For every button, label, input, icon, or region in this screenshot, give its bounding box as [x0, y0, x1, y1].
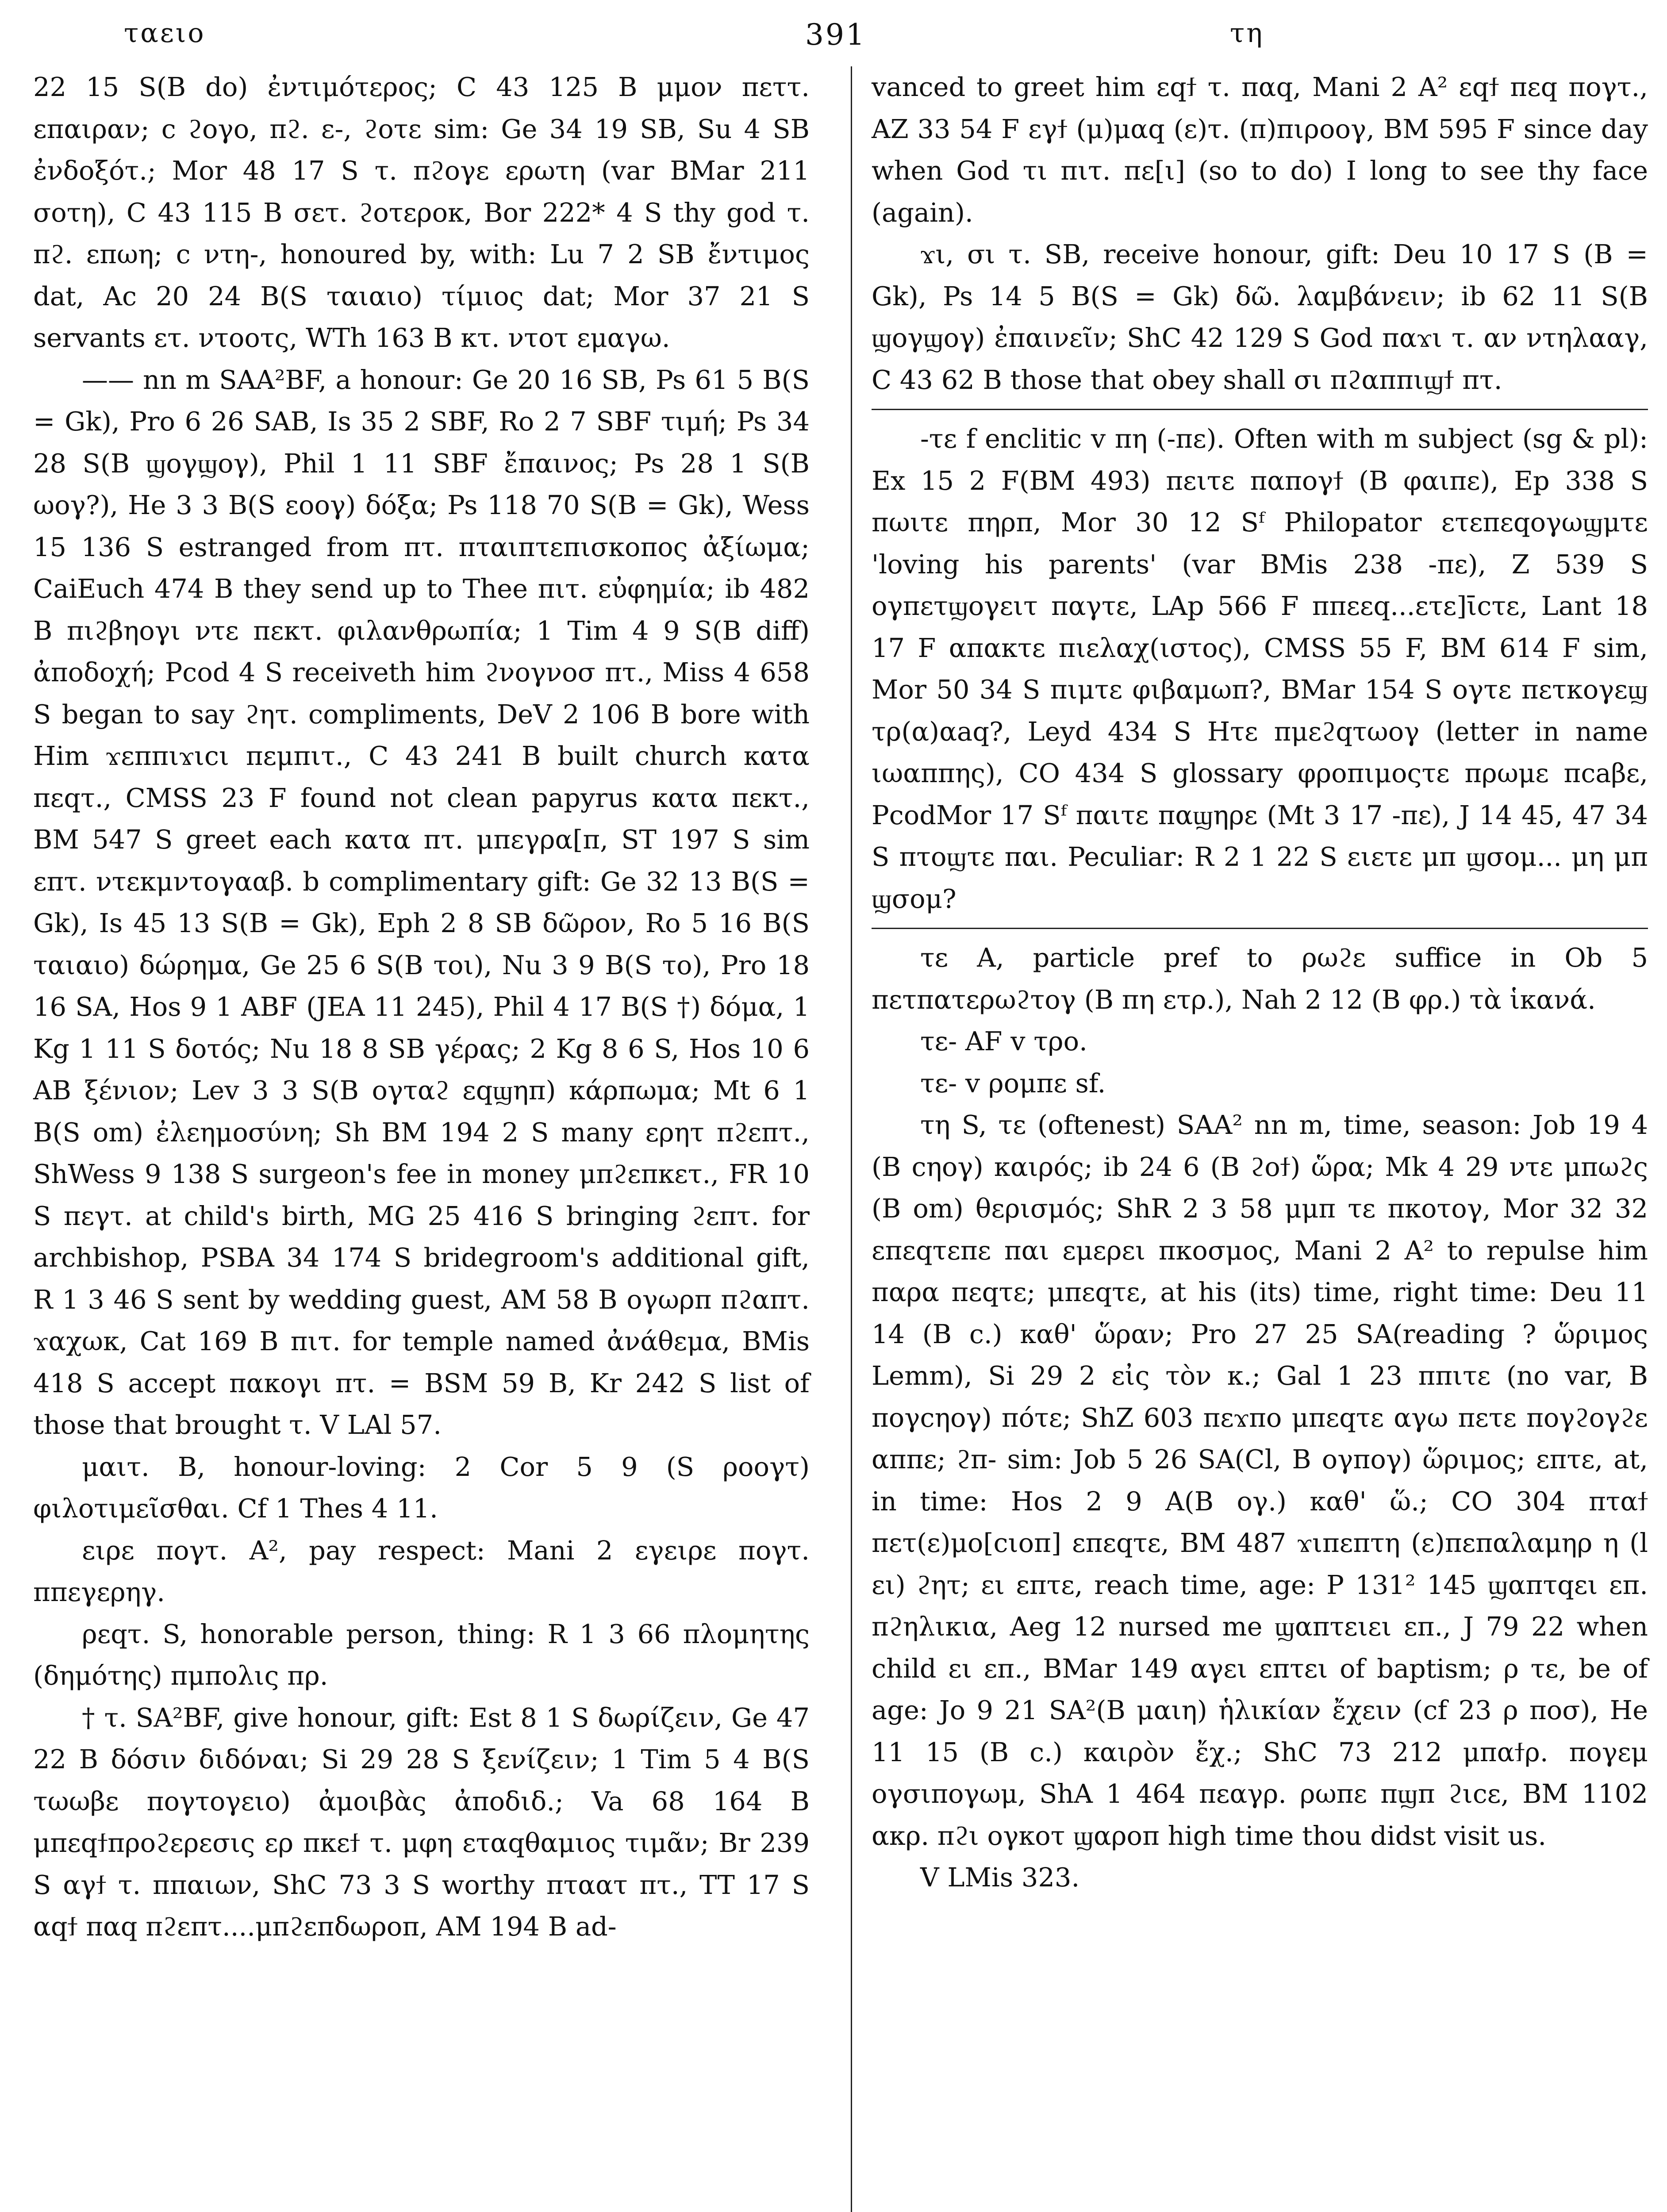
- right-column: [872, 66, 1648, 1899]
- entry-paragraph: τε- v ρομπε sf.: [920, 1068, 1106, 1098]
- running-head-right: τη: [1230, 18, 1264, 49]
- left-column: [33, 66, 810, 1948]
- section-rule: [872, 409, 1648, 410]
- entry-paragraph: ρεqτ. S, honorable person, thing: R 1 3 66 πλομητης (δημότης) πμπολις πρ.: [33, 1618, 810, 1691]
- entry-paragraph: 22 15 S(B do) ἐντιμότερος; C 43 125 B μμον πεττ. επαιραν; c ϩογο, πϩ. ε-, ϩοτε sim: Ge 34 19 SB, Su 4 SB ἐνδοξότ.; Mor 48 17 S τ. πϩογε ερωτη (var BMar 211 σοτη), C 43 115 B σετ. ϩοτεροκ, Bor 222* 4 S thy god τ. πϩ. επωη; c ντη-, honoured by, with: Lu 7 2 SB ἔντιμος dat, Ac 20 24 B(S ταιαιο) τίμιος dat; Mor 37 21 S servants ετ. ντοοτς, WTh 163 B κτ. ντοτ εμαγω.: [33, 72, 810, 353]
- entry-paragraph: —— nn m SAA²BF, a honour: Ge 20 16 SB, Ps 61 5 B(S = Gk), Pro 6 26 SAB, Is 35 2 SBF, Ro 2 7 SBF τιμή; Ps 34 28 S(B ϣογϣογ), Phil 1 11 SBF ἔπαινος; Ps 28 1 S(B ωογ?), He 3 3 B(S εοογ) δόξα; Ps 118 70 S(B = Gk), Wess 15 136 S estranged from πτ. πταιπτεπισκοπος ἀξίωμα; CaiEuch 474 B they send up to Thee πιτ. εὐφημία; ib 482 B πιϩβηογι ντε πεκτ. φιλανθρωπία; 1 Tim 4 9 S(B diff) ἀποδοχή; Pcod 4 S receiveth him ϩνογνοσ πτ., Miss 4 658 S began to say ϩητ. compliments, DeV 2 106 B bore with Him ϫεππιϫιϲι πεμπιτ., C 43 241 B built church κατα πεqτ., CMSS 23 F found not clean papyrus κατα πεκτ., BM 547 S greet each κατα πτ. μπεγρα[π, ST 197 S sim επτ. ντεκμντογααβ. b complimentary gift: Ge 32 13 B(S = Gk), Is 45 13 S(B = Gk), Eph 2 8 SB δῶρον, Ro 5 16 B(S ταιαιο) δώρημα, Ge 25 6 S(B τοι), Nu 3 9 B(S το), Pro 18 16 SA, Hos 9 1 ABF (JEA 11 245), Phil 4 17 B(S †) δόμα, 1 Kg 1 11 S δοτός; Nu 18 8 SB γέρας; 2 Kg 8 6 S, Hos 10 6 AB ξένιον; Lev 3 3 S(B ογταϩ εqϣηπ) κάρπωμα; Mt 6 1 B(S om) ἐλεημοσύνη; Sh BM 194 2 S many ερητ πϩεπτ., ShWess 9 138 S surgeon's fee in money μπϩεπκετ., FR 10 S πεγτ. at child's birth, MG 25 416 S bringing ϩεπτ. for archbishop, PSBA 34 174 S bridegroom's additional gift, R 1 3 46 S sent by wedding guest, AM 58 B ογωρπ πϩαπτ. ϫαχωκ, Cat 169 B πιτ. for temple named ἀνάθεμα, BMis 418 S accept πακογι πτ. = BSM 59 B, Kr 242 S list of those that brought τ. V LAl 57.: [33, 364, 810, 1440]
- entry-paragraph: -τε f enclitic v πη (-πε). Often with m subject (sg & pl): Ex 15 2 F(BM 493) πειτε παπογϯ (B φαιπε), Ep 338 S πωιτε πηρπ, Mor 30 12 Sᶠ Philopator ετεπεqογωϣμτε 'loving his parents' (var BMis 238 -πε), Z 539 S ογπετϣογειτ παγτε, LAp 566 F ππεεq...ετε]ῑcτε, Lant 18 17 F απακτε πιελαχ(ιστος), CMSS 55 F, BM 614 F sim, Mor 50 34 S πιμτε φιβαμωπ?, BMar 154 S ογτε πετκογεϣ τρ(α)αaq?, Leyd 434 S Ητε πμεϩqτωογ (letter in name ιωαππης), CO 434 S glossary φροπιμοςτε πρωμε πcaβε, PcodMor 17 Sᶠ παιτε παϣηρε (Mt 3 17 -πε), J 14 45, 47 34 S πτοϣτε παι. Peculiar: R 2 1 22 S ειετε μπ ϣσομ... μη μπ ϣσομ?: [872, 423, 1648, 914]
- entry-paragraph: τε- AF v τρο.: [920, 1026, 1087, 1056]
- entry-paragraph: ειρε πογτ. A², pay respect: Mani 2 εγειρε πογτ. ππεγερηγ.: [33, 1535, 810, 1607]
- section-rule: [872, 928, 1648, 929]
- column-divider: [851, 66, 852, 2212]
- entry-paragraph: τε A, particle pref to ρωϩε suffice in Ob 5 πετπατερωϩτογ (B πη ετρ.), Nah 2 12 (B φρ.) τὰ ἱκανά.: [872, 942, 1648, 1015]
- entry-paragraph: † τ. SA²BF, give honour, gift: Est 8 1 S δωρίζειν, Ge 47 22 B δόσιν διδόναι; Si 29 28 S ξενίζειν; 1 Tim 5 4 B(S τωωβε πογτογειο) ἀμοιβὰς ἀποδιδ.; Va 68 164 B μπεqϯπροϩερεσις ερ πκεϯ τ. μφη εταqθαμιος τιμᾶν; Br 239 S αγϯ τ. ππαιων, ShC 73 3 S worthy πταατ πτ., TT 17 S αqϯ παq πϩεπτ....μπϩεπδωροπ, AM 194 B ad-: [33, 1702, 810, 1942]
- entry-paragraph: ϫι, σι τ. SB, receive honour, gift: Deu 10 17 S (B = Gk), Ps 14 5 B(S = Gk) δῶ. λαμβάνειν; ib 62 11 S(B ϣογϣογ) ἐπαινεῖν; ShC 42 129 S God παϫι τ. αν ντηλααγ, C 43 62 B those that obey shall σι πϩαππιϣϯ πτ.: [872, 239, 1648, 395]
- entry-paragraph: V LMis 323.: [920, 1862, 1080, 1893]
- entry-paragraph: τη S, τε (oftenest) SAA² nn m, time, season: Job 19 4 (B cηογ) καιρός; ib 24 6 (B ϩοϯ) ὥρα; Mk 4 29 ντε μπωϩς (B om) θερισμός; ShR 2 3 58 μμπ τε πκοτογ, Mor 32 32 επεqτεπε παι εμερει πκοσμος, Mani 2 A² to repulse him παρα πεqτε; μπεqτε, at his (its) time, right time: Deu 11 14 (B c.) καθ' ὥραν; Pro 27 25 SA(reading ? ὥριμος Lemm), Si 29 2 εἰς τὸν κ.; Gal 1 23 ππιτε (no var, B πογcηογ) πότε; ShZ 603 πεϫπο μπεqτε αγω πετε πογϩογϩε αππε; ϩπ- sim: Job 5 26 SA(Cl, B ογπογ) ὥριμος; επτε, at, in time: Hos 2 9 A(B ογ.) καθ' ὥ.; CO 304 πταϯ πετ(ε)μο[cιοπ] επεqτε, BM 487 ϫιπεπτη (ε)πεπαλαμηρ η (l ει) ϩητ; ει επτε, reach time, age: P 131² 145 ϣαπτqει επ. πϩηλικια, Aeg 12 nursed me ϣαπτειει επ., J 79 22 when child ει επ., BMar 149 αγει επτει of baptism; ρ τε, be of age: Jo 9 21 SA²(B μαιη) ἡλικίαν ἔχειν (cf 23 ρ ποσ), He 11 15 (B c.) καιρὸν ἔχ.; ShC 73 212 μπαϯρ. πογεμ ογσιπογωμ, ShA 1 464 πεαγρ. ρωπε πϣπ ϩιcε, BM 1102 ακρ. πϩι ογκοτ ϣαροπ high time thou didst visit us.: [872, 1110, 1648, 1851]
- running-head-left: ταειο: [124, 18, 206, 49]
- page-number: 391: [805, 18, 866, 52]
- entry-paragraph: μαιτ. B, honour-loving: 2 Cor 5 9 (S ροογτ) φιλοτιμεῖσθαι. Cf 1 Thes 4 11.: [33, 1451, 810, 1524]
- entry-paragraph: vanced to greet him εqϯ τ. παq, Mani 2 A² εqϯ πεq πογτ., AZ 33 54 F εγϯ (μ)μαq (ε)τ. (π)πιροογ, BM 595 F since day when God τι πιτ. πε[ι] (so to do) I long to see thy face (again).: [872, 72, 1648, 228]
